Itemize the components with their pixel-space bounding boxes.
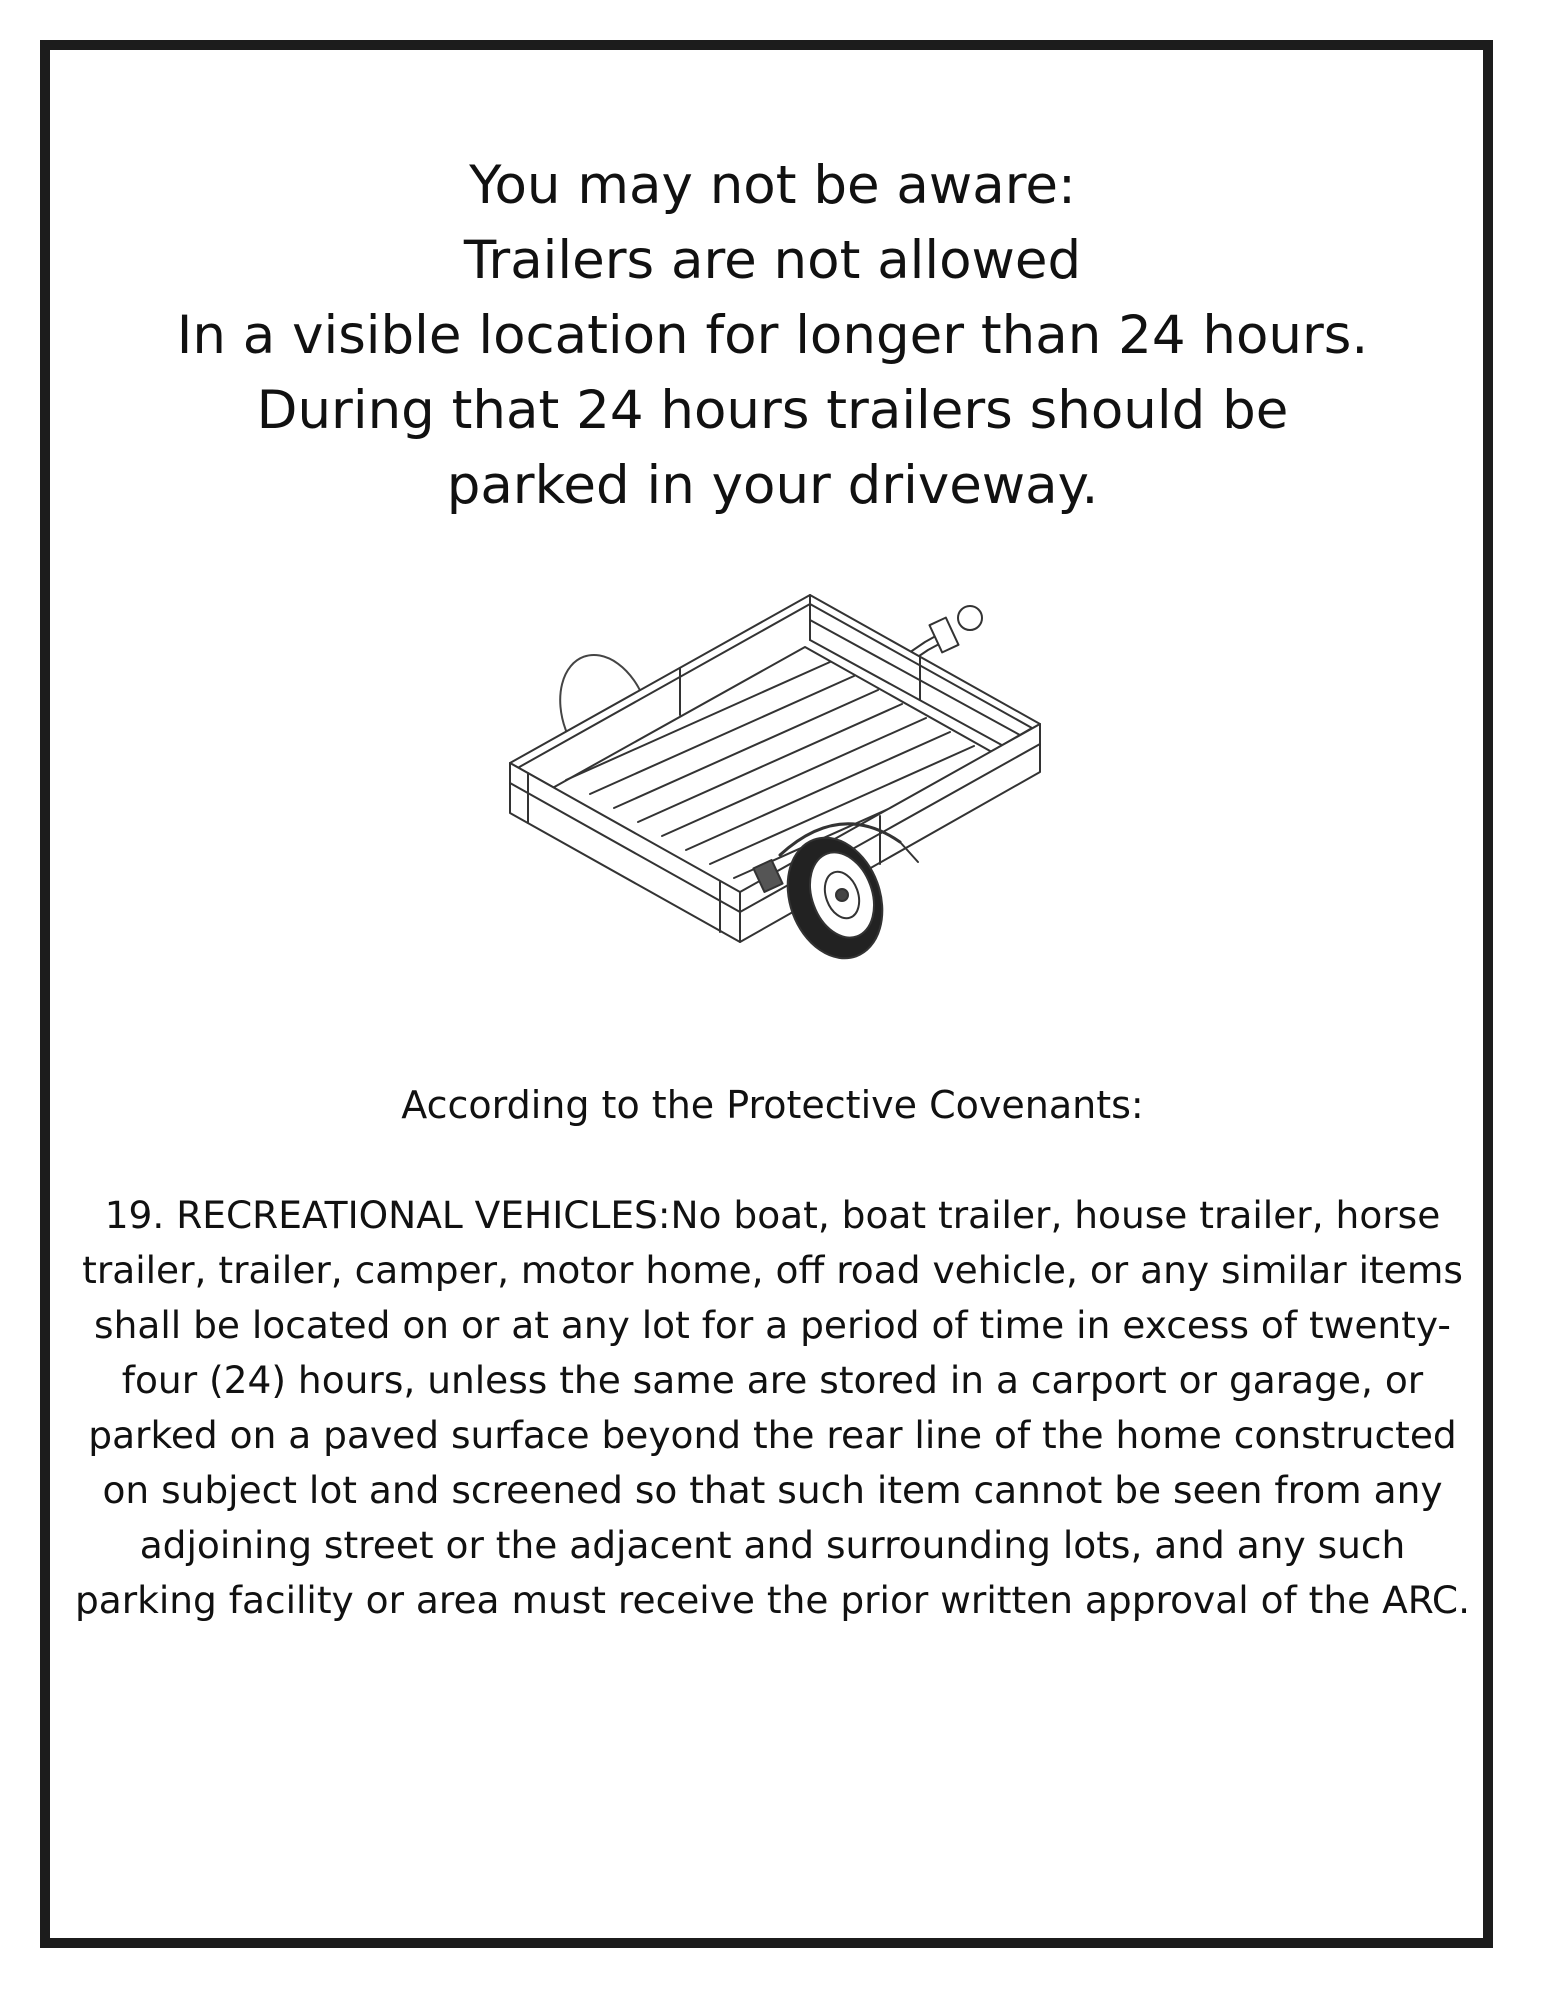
notice-line-4: During that 24 hours trailers should be — [256, 380, 1289, 441]
notice-line-3: In a visible location for longer than 24 hours. — [176, 305, 1369, 366]
notice-line-1: You may not be aware: — [469, 155, 1076, 216]
notice-line-2: Trailers are not allowed — [463, 230, 1082, 291]
utility-trailer-icon — [480, 580, 1080, 980]
covenants-intro: According to the Protective Covenants: — [401, 1083, 1144, 1127]
notice-line-5: parked in your driveway. — [446, 455, 1099, 516]
covenant-section-19: 19. RECREATIONAL VEHICLES:No boat, boat trailer, house trailer, horse trailer, trailer, camper, motor home, off road vehicle, or any similar items shall be located on or at any lot for a period of time in excess of twenty-four (24) hours, unless the same are stored in a carport or garage, or parked on a paved surface beyond the rear line of the home constructed on subject lot and screened so that such item cannot be seen from any adjoining street or the adjacent and surrounding lots, and any such parking facility or area must receive the prior written approval of the ARC. — [74, 1193, 1471, 1622]
notice-headline — [60, 148, 1485, 523]
